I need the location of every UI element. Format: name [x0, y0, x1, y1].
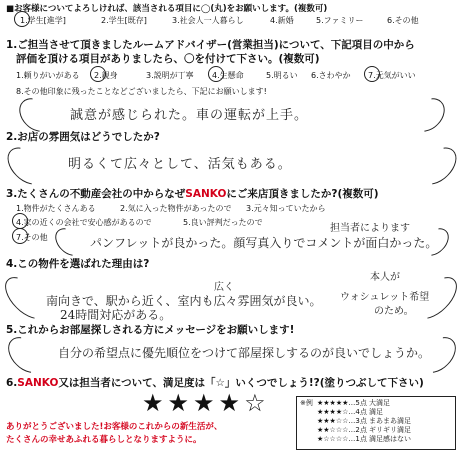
q3-option-2[interactable]: 2.気に入った物件があったので [120, 204, 232, 213]
star-empty-icon[interactable]: ☆ [244, 389, 270, 417]
question-6-title-pre: 6. [6, 377, 18, 389]
q1-option-1[interactable]: 1.頼りがいがある [16, 71, 80, 80]
q3-option-1[interactable]: 1.物件がたくさんある [16, 204, 96, 213]
q4-handwritten-answer-2: 24時間対応がある。 [60, 308, 172, 322]
q1-option-3[interactable]: 3.説明が丁寧 [146, 71, 194, 80]
legend-row: ★☆☆☆☆…1点 満足感はない [317, 435, 412, 443]
legend-title: ※例 [300, 399, 313, 407]
question-3-title-post: にご来店頂きましたか?(複数可) [226, 188, 379, 200]
thanks-message-line-2: たくさんの幸せあふれる暮らしとなりますように。 [6, 435, 202, 445]
answer-bracket-right [405, 92, 452, 139]
star-filled-icon[interactable]: ★ [193, 389, 219, 417]
selection-circle [364, 66, 380, 82]
question-5-title: 5.これからお部屋探しされる方にメッセージをお願いします! [6, 324, 295, 336]
legend-row: ★★★★★…5点 大満足 [317, 399, 391, 407]
q3-handwritten-note: 担当者によります [330, 223, 410, 234]
status-option-6[interactable]: 6.その他 [387, 16, 419, 25]
q3-option-4[interactable]: 4.家の近くの会社で安心感があるので [16, 218, 152, 227]
q1-handwritten-answer: 誠意が感じられた。車の運転が上手。 [70, 108, 309, 123]
rating-legend-box [296, 396, 456, 450]
q4-handwritten-note-4: のため。 [374, 306, 414, 317]
q1-other-prompt: 8.その他印象に残ったことなどございましたら、下記にお願いします! [16, 87, 267, 96]
legend-row: ★★★☆☆…3点 まあまあ満足 [317, 417, 412, 425]
answer-bracket-left [1, 330, 50, 379]
status-option-1[interactable]: 1.学生[進学] [20, 16, 66, 25]
selection-circle [208, 66, 224, 82]
answer-bracket-right [413, 141, 460, 192]
q1-option-2[interactable]: 2.親身 [94, 71, 118, 80]
legend-row: ★★★★☆…4点 満足 [317, 408, 384, 416]
q4-handwritten-note-3: ウォシュレット希望 [340, 292, 430, 303]
star-filled-icon[interactable]: ★ [167, 389, 194, 417]
q3-option-7[interactable]: 7.その他 [16, 233, 48, 242]
status-option-3[interactable]: 3.社会人一人暮らし [172, 16, 244, 25]
q1-option-6[interactable]: 6.さわやか [311, 71, 351, 80]
intro-text: ■お客様についてよろしければ、該当される項目に◯(丸)をお願いします。(複数可) [6, 4, 328, 14]
brand-name: SANKO [185, 188, 227, 200]
status-option-5[interactable]: 5.ファミリー [316, 16, 364, 25]
question-2-title: 2.お店の雰囲気はどうでしたか? [6, 131, 160, 143]
question-6-title [6, 375, 424, 390]
q4-handwritten-note-2: 本人が [370, 272, 400, 283]
status-option-4[interactable]: 4.新婚 [270, 16, 294, 25]
question-3-title-pre: 3.たくさんの不動産会社の中からなぜ [6, 188, 186, 200]
question-6-title-post: 又は担当者について、満足度は「☆」いくつでしょう!?(塗りつぶして下さい) [58, 377, 424, 389]
question-3-title [6, 186, 379, 201]
legend-row: ★★☆☆☆…2点 ギリギリ満足 [317, 426, 412, 434]
selection-circle [12, 228, 28, 244]
q3-option-5[interactable]: 5.良い評判だったので [183, 218, 263, 227]
selection-circle [14, 11, 30, 27]
selection-circle [90, 66, 106, 82]
q3-option-3[interactable]: 3.元々知っていたから [246, 204, 326, 213]
selection-circle [12, 213, 28, 229]
q1-option-7[interactable]: 7.元気がいい [368, 71, 416, 80]
question-1-title: 1.ご担当させて頂きましたルームアドバイザー(営業担当)について、下記項目の中から [6, 39, 415, 51]
q4-handwritten-note-1: 広く [214, 282, 234, 293]
q3-handwritten-answer: パンフレットが良かった。顔写真入りでコメントが面白かった。 [90, 236, 438, 250]
question-4-title: 4.この物件を選ばれた理由は? [6, 258, 150, 270]
satisfaction-rating[interactable] [142, 390, 270, 416]
q5-handwritten-answer: 自分の希望点に優先順位をつけて部屋探しするのが良いでしょうか。 [58, 346, 431, 360]
q1-option-5[interactable]: 5.明るい [266, 71, 298, 80]
brand-name: SANKO [17, 377, 59, 389]
question-1-title-2: 評価を頂ける項目がありましたら、〇を付けて下さい。(複数可) [16, 53, 320, 65]
star-filled-icon[interactable]: ★ [142, 389, 168, 417]
status-option-2[interactable]: 2.学生[既存] [101, 16, 147, 25]
q1-option-4[interactable]: 4.生懸命 [212, 71, 244, 80]
star-filled-icon[interactable]: ★ [218, 389, 245, 417]
q4-handwritten-answer-1: 南向きで、駅から近く、室内も広々雰囲気が良い。 [46, 294, 322, 308]
thanks-message-line-1: ありがとうございました!お客様のこれからの新生活が、 [6, 422, 223, 432]
answer-bracket-left [1, 141, 52, 192]
q2-handwritten-answer: 明るくて広々として、活気もある。 [68, 157, 292, 172]
